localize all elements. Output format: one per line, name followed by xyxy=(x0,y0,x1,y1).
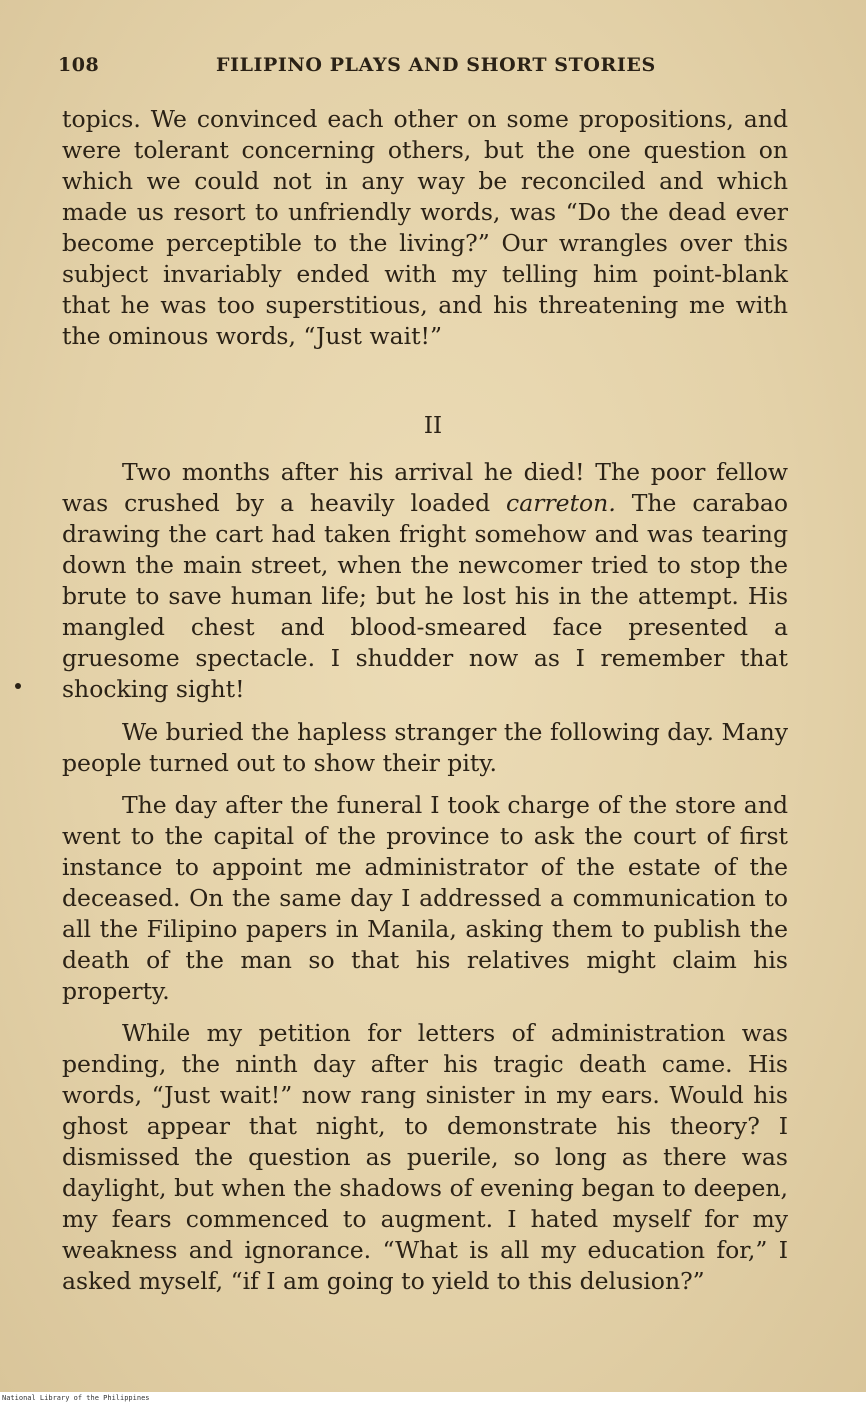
margin-dot xyxy=(15,683,21,689)
section-numeral: II xyxy=(423,413,443,439)
library-credit: National Library of the Philippines xyxy=(2,1394,150,1402)
paragraph-2-text-a: Two months after his arrival he died! The poor fellow was crushed by a heavily loaded xyxy=(62,458,788,517)
paragraph-2-italic: carreton. xyxy=(506,489,616,517)
paragraph-5: While my petition for letters of administration was pending, the ninth day after his tragic death came. His words, “Just wait!” now rang sinister in my ears. Would his ghost appear that night, to demonstrate his theory? I dismissed the question as puerile, so long as there was daylight, but when the shadows of evening began to deepen, my fears commenced to augment. I hated myself for my weakness and ignorance. “What is all my education for,” I asked myself, “if I am going to yield to this delusion?” xyxy=(62,1019,788,1295)
running-head: FILIPINO PLAYS AND SHORT STORIES xyxy=(216,54,656,76)
page-number: 108 xyxy=(58,54,100,76)
page-header xyxy=(58,50,798,80)
paragraph-1: topics. We convinced each other on some propositions, and were tolerant concerning others, but the one question on which we could not in any way be reconciled and which made us resort to unfriendly words, was “Do the dead ever become perceptible to the living?” Our wrangles over this subject invariably ended with my telling him point-blank that he was too superstitious, and his threatening me with the ominous words, “Just wait!” xyxy=(62,105,788,350)
paragraph-3: We buried the hapless stranger the following day. Many people turned out to show their pity. xyxy=(62,718,788,777)
paragraph-4: The day after the funeral I took charge of the store and went to the capital of the province to ask the court of first instance to appoint me administrator of the estate of the deceased. On the same day I addressed a communication to all the Filipino papers in Manila, asking them to publish the death of the man so that his relatives might claim his property. xyxy=(62,791,788,1005)
paragraph-2-text-b: The carabao drawing the cart had taken fright somehow and was tearing down the main street, when the newcomer tried to stop the brute to save human life; but he lost his in the attempt. His mangled chest and blood-smeared face presented a gruesome spectacle. I shudder now as I remember that shocking sight! xyxy=(62,489,788,703)
paragraph-2 xyxy=(62,457,788,705)
